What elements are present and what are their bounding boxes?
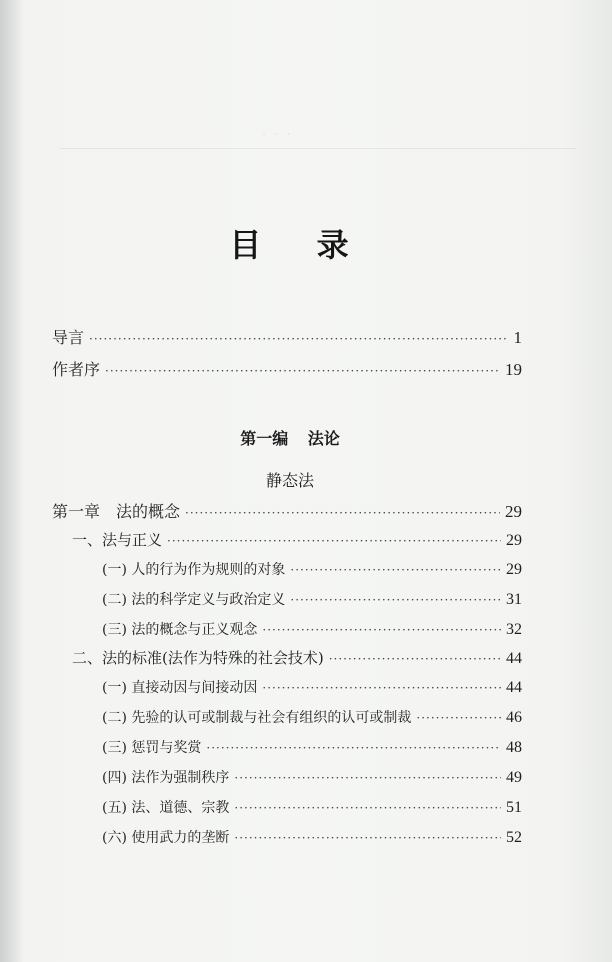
dot-leader — [262, 681, 501, 695]
toc-entry-page: 29 — [505, 502, 522, 521]
toc-entry-label: (六) 使用武力的垄断 — [102, 830, 230, 846]
toc-entry-label: 一、法与正义 — [72, 531, 163, 549]
toc-entry-label: (三) 法的概念与正义观念 — [102, 622, 258, 638]
toc-entry-section[interactable] — [72, 647, 522, 669]
toc-entry-introduction[interactable] — [52, 325, 522, 347]
toc-entry-label: (三) 惩罚与奖赏 — [102, 740, 202, 756]
toc-entry-page: 49 — [506, 769, 522, 786]
dot-leader — [89, 332, 508, 346]
toc-entry-subsection[interactable] — [102, 677, 522, 699]
toc-entry-label: 第一章 法的概念 — [52, 502, 181, 521]
toc-title: 目 录 — [229, 226, 371, 264]
toc-entry-page: 52 — [506, 829, 522, 846]
toc-entry-page: 1 — [513, 328, 522, 347]
dot-leader — [234, 771, 501, 785]
toc-entry-label: 二、法的标准(法作为特殊的社会技术) — [72, 649, 324, 667]
toc-entry-page: 51 — [506, 799, 522, 816]
toc-entry-subsection[interactable] — [102, 767, 522, 789]
toc-entry-subsection[interactable] — [102, 589, 522, 611]
dot-leader — [290, 593, 501, 607]
toc-entry-label: (一) 直接动因与间接动因 — [102, 680, 258, 696]
section-heading: 静态法 — [265, 471, 314, 490]
dot-leader — [105, 364, 500, 378]
toc-entry-page: 48 — [506, 739, 522, 756]
toc-entry-subsection[interactable] — [102, 737, 522, 759]
toc-entry-page: 19 — [505, 360, 522, 379]
dot-leader — [185, 506, 500, 520]
toc-entry-subsection[interactable] — [102, 827, 522, 849]
bleed-through-rule — [60, 148, 576, 149]
toc-entry-page: 31 — [506, 591, 522, 608]
toc-entry-subsection[interactable] — [102, 619, 522, 641]
toc-entry-subsection[interactable] — [102, 797, 522, 819]
toc-entry-label: (二) 先验的认可或制裁与社会有组织的认可或制裁 — [102, 710, 412, 726]
dot-leader — [329, 652, 501, 666]
part-heading: 第一编 法论 — [240, 429, 340, 448]
dot-leader — [290, 563, 501, 577]
dot-leader — [167, 534, 501, 548]
dot-leader — [234, 831, 501, 845]
toc-entry-author-preface[interactable] — [52, 357, 522, 379]
toc-entry-chapter-1[interactable] — [52, 499, 522, 521]
dot-leader — [416, 711, 501, 725]
dot-leader — [206, 741, 501, 755]
toc-entry-page: 29 — [506, 532, 522, 549]
toc-entry-page: 29 — [506, 561, 522, 578]
toc-entry-subsection[interactable] — [102, 559, 522, 581]
toc-entry-label: 作者序 — [52, 360, 101, 379]
dot-leader — [262, 623, 501, 637]
toc-entry-page: 32 — [506, 621, 522, 638]
dot-leader — [234, 801, 501, 815]
toc-entry-label: (五) 法、道德、宗教 — [102, 800, 230, 816]
toc-entry-page: 44 — [506, 679, 522, 696]
bleed-through-text: · · · — [262, 128, 293, 143]
toc-entry-label: (四) 法作为强制秩序 — [102, 770, 230, 786]
toc-entry-label: (二) 法的科学定义与政治定义 — [102, 592, 286, 608]
toc-entry-page: 46 — [506, 709, 522, 726]
toc-entry-label: (一) 人的行为作为规则的对象 — [102, 562, 286, 578]
toc-entry-page: 44 — [506, 650, 522, 667]
toc-entry-label: 导言 — [52, 328, 85, 347]
toc-entry-section[interactable] — [72, 529, 522, 551]
toc-entry-subsection[interactable] — [102, 707, 522, 729]
